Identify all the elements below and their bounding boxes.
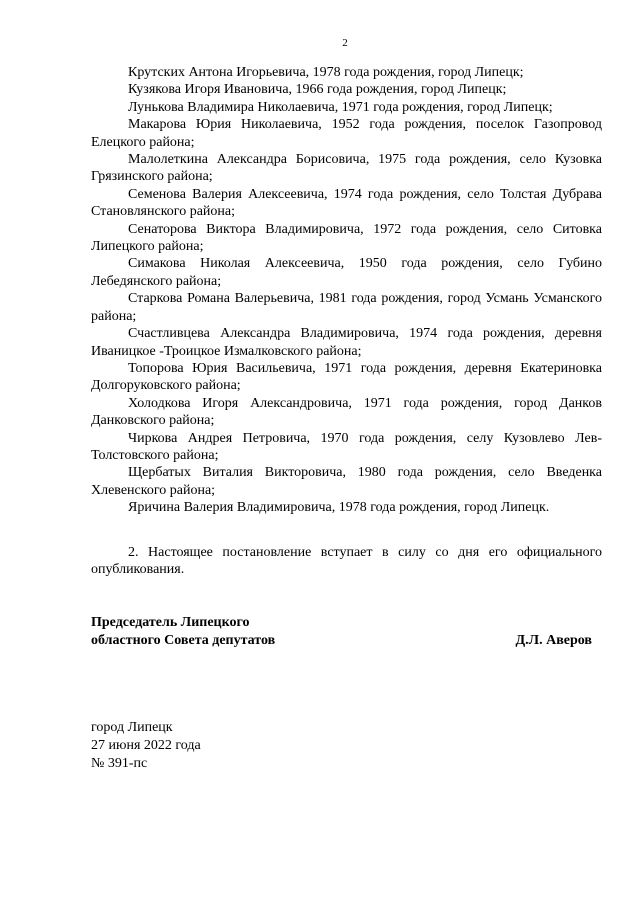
- list-item: Счастливцева Александра Владимировича, 1974 года рождения, деревня Иваницкое -Троицкое Измалковского района;: [91, 326, 602, 359]
- footer-city: город Липецк: [91, 720, 173, 735]
- signatory-name: Д.Л. Аверов: [515, 633, 592, 648]
- list-item: Сенаторова Виктора Владимировича, 1972 года рождения, село Ситовка Липецкого района;: [91, 221, 602, 255]
- page-number: 2: [342, 37, 348, 49]
- list-item: Симакова Николая Алексеевича, 1950 года рождения, село Губино Лебедянского района;: [91, 256, 602, 289]
- list-item: Старкова Романа Валерьевича, 1981 года рождения, город Усмань Усманского района;: [91, 291, 602, 324]
- signatory-title-line2: областного Совета депутатов: [91, 633, 276, 648]
- award-recipient-list: [91, 64, 602, 517]
- list-item: Чиркова Андрея Петровича, 1970 года рождения, селу Кузовлево Лев-Толстовского района;: [91, 430, 602, 463]
- list-item: Топорова Юрия Васильевича, 1971 года рождения, деревня Екатериновка Долгоруковского района;: [91, 360, 602, 394]
- list-item: Макарова Юрия Николаевича, 1952 года рождения, поселок Газопровод Елецкого района;: [91, 117, 602, 150]
- document-footer: [91, 719, 201, 773]
- list-item: Семенова Валерия Алексеевича, 1974 года рождения, село Толстая Дубрава Становлянского района;: [91, 186, 602, 220]
- list-item: Щербатых Виталия Викторовича, 1980 года рождения, село Введенка Хлевенского района;: [91, 465, 602, 498]
- effective-date-clause: 2. Настоящее постановление вступает в силу со дня его официального опубликования.: [91, 545, 602, 578]
- list-item: Крутских Антона Игорьевича, 1978 года рождения, город Липецк;: [128, 65, 524, 80]
- list-item: Малолеткина Александра Борисовича, 1975 года рождения, село Кузовка Грязинского района;: [91, 152, 602, 185]
- signatory-title-line1: Председатель Липецкого: [91, 615, 250, 630]
- signature-row: [91, 632, 602, 650]
- footer-date: 27 июня 2022 года: [91, 738, 201, 753]
- list-item: Лунькова Владимира Николаевича, 1971 года рождения, город Липецк;: [128, 99, 553, 115]
- list-item: Холодкова Игоря Александровича, 1971 года рождения, город Данков Данковского района;: [91, 395, 602, 429]
- list-item: Яричина Валерия Владимировича, 1978 года рождения, город Липецк.: [128, 500, 550, 516]
- footer-document-number: № 391-пс: [91, 756, 148, 771]
- list-item: Кузякова Игоря Ивановича, 1966 года рождения, город Липецк;: [128, 82, 507, 98]
- signature-block: [91, 614, 602, 650]
